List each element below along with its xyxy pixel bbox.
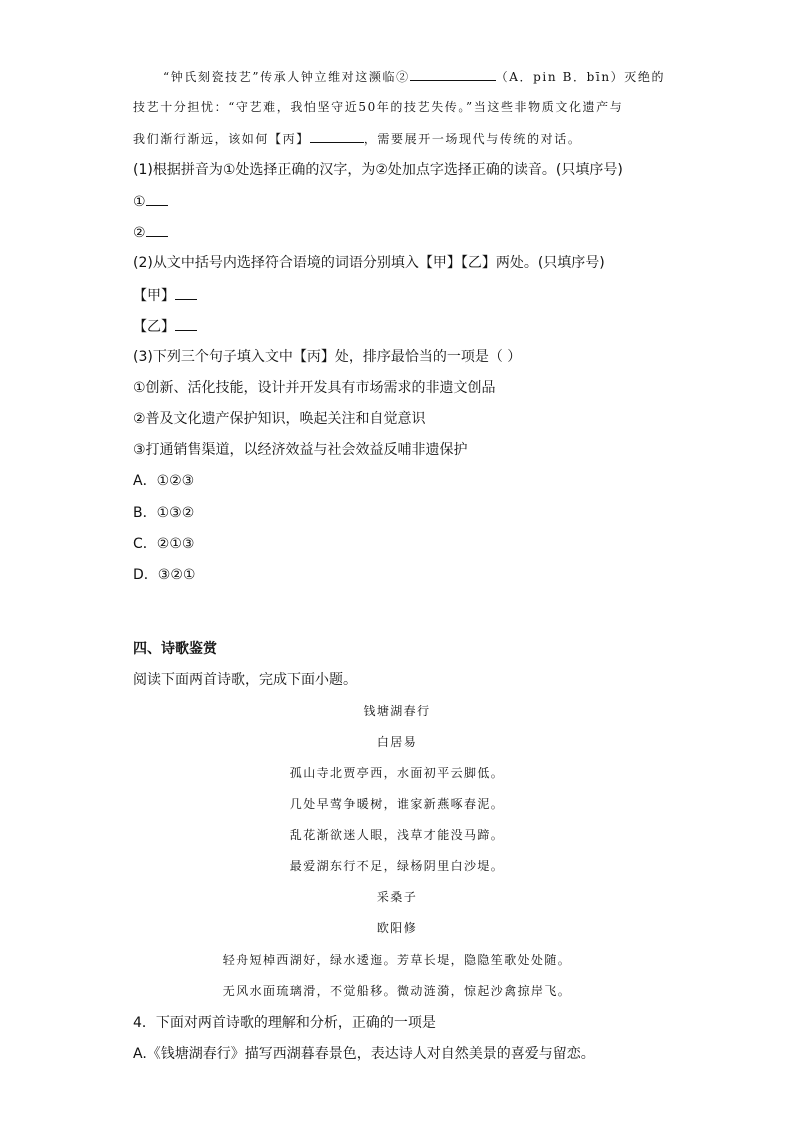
- q2-answer-yi: [133, 316, 197, 337]
- q2-answer-jia-label: 【甲】: [133, 288, 175, 304]
- q4-prompt: 4．下面对两首诗歌的理解和分析，正确的一项是: [133, 1015, 436, 1031]
- q2-answer-jia: [133, 285, 197, 306]
- q3-option-c[interactable]: C．②①③: [133, 536, 195, 552]
- passage-line-3-pre: 我们渐行渐远，该如何【丙】: [133, 132, 310, 146]
- passage-line-3: [133, 128, 581, 149]
- q3-option-a[interactable]: A．①②③: [133, 473, 195, 489]
- q3-option-d[interactable]: D．③②①: [133, 567, 196, 583]
- poem-2-title: 采桑子: [376, 890, 418, 904]
- passage-line-1-pre: “钟氏刻瓷技艺”传承人钟立维对这濒临②: [163, 70, 410, 84]
- poem-2-line: 无风水面琉璃滑，不觉船移。微动涟漪，惊起沙禽掠岸飞。: [222, 984, 572, 998]
- passage-line-2: 技艺十分担忧：“守艺难，我怕坚守近50年的技艺失传。”当这些非物质文化遗产与: [133, 100, 624, 114]
- answer-blank-bing[interactable]: [310, 128, 364, 143]
- q3-prompt: (3)下列三个句子填入文中【丙】处，排序最恰当的一项是（ ）: [133, 349, 522, 365]
- q3-option-b[interactable]: B．①③②: [133, 505, 195, 521]
- q1-answer-1-label: ①: [133, 194, 146, 210]
- passage-line-1: [163, 66, 665, 87]
- q2-answer-yi-blank[interactable]: [175, 316, 197, 331]
- q3-sentence: ①创新、活化技能，设计并开发具有市场需求的非遗文创品: [133, 380, 496, 396]
- q4-option-a[interactable]: A.《钱塘湖春行》描写西湖暮春景色，表达诗人对自然美景的喜爱与留恋。: [133, 1046, 595, 1062]
- passage-line-3-post: ，需要展开一场现代与传统的对话。: [363, 132, 582, 146]
- section-instruction: 阅读下面两首诗歌，完成下面小题。: [133, 672, 357, 688]
- q1-answer-2-blank[interactable]: [146, 222, 168, 237]
- poem-2-author: 欧阳修: [376, 921, 418, 935]
- q3-sentence: ②普及文化遗产保护知识，唤起关注和自觉意识: [133, 411, 426, 427]
- q2-answer-yi-label: 【乙】: [133, 319, 175, 335]
- q1-answer-2-label: ②: [133, 225, 146, 241]
- poem-1-line: 最爱湖东行不足，绿杨阴里白沙堤。: [289, 859, 505, 873]
- poem-1-line: 几处早莺争暖树，谁家新燕啄春泥。: [289, 797, 505, 811]
- q2-answer-jia-blank[interactable]: [175, 285, 197, 300]
- poem-2-line: 轻舟短棹西湖好，绿水逶迤。芳草长堤，隐隐笙歌处处随。: [222, 953, 572, 967]
- poem-1-line: 孤山寺北贾亭西，水面初平云脚低。: [289, 766, 505, 780]
- poem-1-line: 乱花渐欲迷人眼，浅草才能没马蹄。: [289, 828, 505, 842]
- q1-prompt: (1)根据拼音为①处选择正确的汉字，为②处加点字选择正确的读音。(只填序号): [133, 162, 623, 178]
- answer-blank-2[interactable]: [410, 66, 496, 81]
- passage-line-1-post: （A．pin B．bīn）灭绝的: [495, 70, 666, 84]
- q2-prompt: (2)从文中括号内选择符合语境的词语分别填入【甲】【乙】两处。(只填序号): [133, 255, 605, 271]
- q1-answer-2: [133, 222, 168, 243]
- q1-answer-1-blank[interactable]: [146, 191, 168, 206]
- poem-1-title: 钱塘湖春行: [363, 704, 431, 718]
- q3-sentence: ③打通销售渠道，以经济效益与社会效益反哺非遗保护: [133, 442, 468, 458]
- q1-answer-1: [133, 191, 168, 212]
- poem-1-author: 白居易: [376, 735, 418, 749]
- section-heading: 四、诗歌鉴赏: [133, 641, 217, 657]
